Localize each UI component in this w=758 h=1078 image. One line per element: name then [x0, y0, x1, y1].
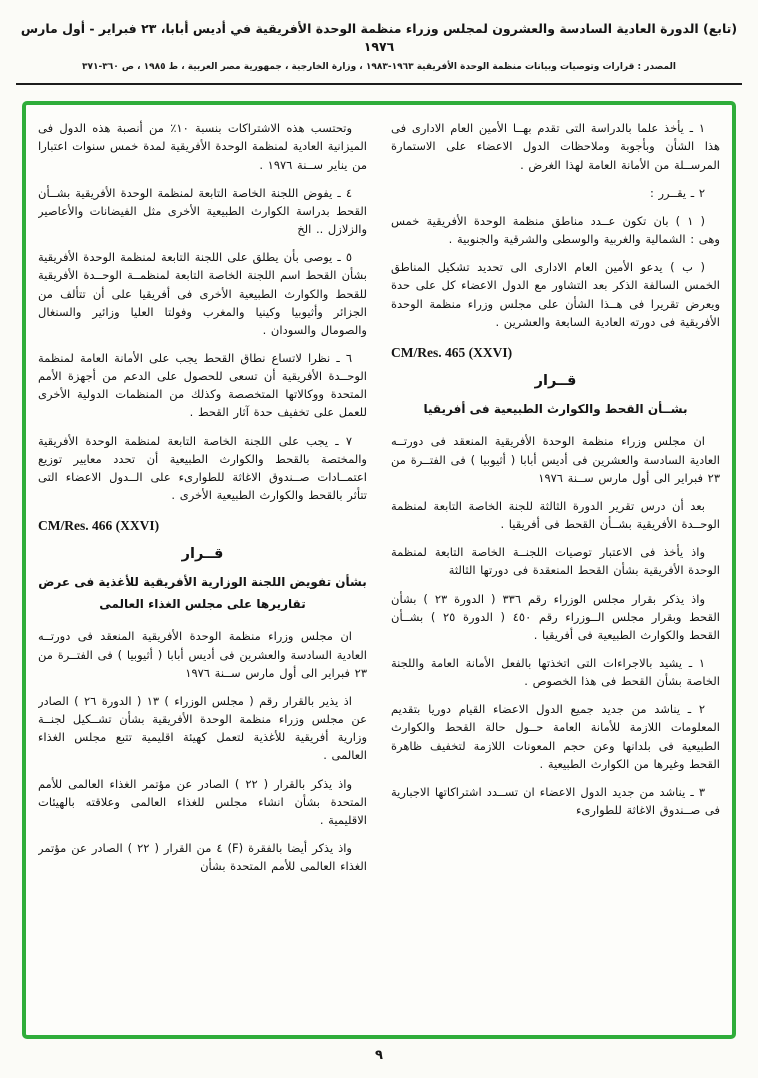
- column-left: [38, 119, 367, 1021]
- resolution-title: قــرار: [534, 372, 577, 389]
- header-source-line: المصدر : قرارات وتوصيات وبيانات منظمة الوحدة الأفريقية ١٩٦٣-١٩٨٣ ، وزارة الخارجية ، جمهورية مصر العربية ، ط ١٩٨٥ ، ص ٣٦٠-٣٧١: [81, 62, 677, 73]
- resolution-title: قــرار: [181, 546, 224, 563]
- paragraph: ٣ ـ يناشد من جديد الدول الاعضاء ان تســدد اشتراكاتها الاجبارية فى صــندوق الاغاثة للطوارىء: [391, 784, 720, 818]
- paragraph: ( ١ ) بان تكون عــدد مناطق منظمة الوحدة الأفريقية خمس وهى : الشمالية والغربية والوسطى والشرقية والجنوبية .: [391, 213, 720, 247]
- paragraph: ان مجلس وزراء منظمة الوحدة الأفريقية المنعقد فى دورتــه العادية السادسة والعشرين فى أديس أبابا ( أثيوبيا ) فى الفتــرة من ٢٣ فبراير الى أول مارس ســنة ١٩٧٦: [391, 434, 720, 485]
- paragraph: ان مجلس وزراء منظمة الوحدة الأفريقية المنعقد فى دورتــه العادية السادسة والعشرين فى أديس أبابا ( أثيوبيا ) فى الفتــرة من ٢٣ فبراير الى أول مارس ســنة ١٩٧٦: [38, 629, 367, 680]
- page-header: [0, 0, 758, 76]
- paragraph: اذ يذير بالقرار رقم ( مجلس الوزراء ) ١٣ ( الدورة ٢٦ ) الصادر عن مجلس وزراء منظمة الوحدة الأفريقية بشأن تشــكيل لجنــة وزارية أفريقية للأغذية لتعمل كهيئة اقليمية تتبع مجلس الغذاء العالمى .: [38, 693, 367, 763]
- header-session-title: (تابع) الدورة العادية السادسة والعشرون لمجلس وزراء منظمة الوحدة الأفريقية في أديس أبابا، ٢٣ فبراير - أول مارس ١٩٧٦: [20, 21, 738, 55]
- paragraph: ١ ـ يأخذ علما بالدراسة التى تقدم بهــا الأمين العام الادارى فى هذا الشأن وبأجوبة وملاحظات الدول الاعضاء على الاستمارة المرســلة من الأمانة العامة لهذا الغرض .: [391, 121, 720, 172]
- content-border: [22, 101, 736, 1039]
- paragraph: ٦ ـ نظرا لاتساع نطاق القحط يجب على الأمانة العامة لمنظمة الوحــدة الأفريقية أن تسعى للحصول على الدعم من أجهزة الأمم المتحدة ووكالاتها المتخصصة وكذلك من المنظمات الدولية الأخرى للعمل على تخفيف حدة آثار القحط .: [38, 350, 367, 420]
- column-right: [391, 119, 720, 1021]
- paragraph: واذ يذكر بقرار مجلس الوزراء رقم ٣٣٦ ( الدورة ٢٣ ) بشأن القحط وبقرار مجلس الــوزراء رقم ٤٥٠ ( الدورة ٢٥ ) بشــأن القحط والكوارث الطبيعية فى أفريقيا .: [391, 591, 720, 642]
- paragraph: وتحتسب هذه الاشتراكات بنسبة ١٠٪ من أنصبة هذه الدول فى الميزانية العادية لمنظمة الوحدة الأفريقية لمدة خمس سنوات اعتبارا من يناير ســنة ١٩٧٦ .: [38, 121, 367, 172]
- page-footer: [0, 1048, 758, 1063]
- paragraph: واذ يأخذ فى الاعتبار توصيات اللجنــة الخاصة التابعة لمنظمة الوحدة الأفريقية بشأن القحط المنعقدة فى دورتها الثالثة: [391, 545, 720, 578]
- paragraph: واذ يذكر بالقرار ( ٢٢ ) الصادر عن مؤتمر الغذاء العالمى للأمم المتحدة بشأن انشاء مجلس للغذاء العالمى وعلاقته بالهيئات الاقليمية .: [38, 776, 367, 827]
- resolution-subtitle: بشــأن القحط والكوارث الطبيعية فى أفريقيا: [423, 401, 688, 416]
- paragraph: ٤ ـ يفوض اللجنة الخاصة التابعة لمنظمة الوحدة الأفريقية بشــأن القحط بدراسة الكوارث الطبيعية الأخرى مثل الفيضانات والأعاصير والزلازل .. الخ: [38, 185, 367, 237]
- resolution-subtitle: بشأن تفويض اللجنة الوزارية الأفريقية للأغذية فى عرض تقاريرها على مجلس الغذاء العالمى: [38, 575, 367, 611]
- paragraph: ٢ ـ يقــرر :: [649, 185, 705, 200]
- resolution-number-465: CM/Res. 465 (XXVI): [391, 344, 513, 360]
- paragraph: ٧ ـ يجب على اللجنة الخاصة التابعة لمنظمة الوحدة الأفريقية والمختصة بالقحط والكوارث الطبيعية أن تحدد معايير توزيع اعتمــادات صــندوق الاغاثة للطوارىء على الــدول الاعضاء التى تتأثر بالقحط والكوارث الطبيعية الأخرى .: [38, 433, 367, 503]
- header-divider: [16, 83, 742, 85]
- paragraph: ٥ ـ يوصى بأن يطلق على اللجنة التابعة لمنظمة الوحدة الأفريقية بشأن القحط اسم اللجنة الخاصة التابعة لمنظمــة الوحــدة الأفريقية للقحط والكوارث الطبيعية الأخرى فى أفريقيا على أن تتألف من الجزائر وأثيوبيا وكينيا والمغرب وفولتا العليا وزائير والسنغال والصومال والسودان .: [38, 250, 367, 337]
- paragraph: ٢ ـ يناشد من جديد جميع الدول الاعضاء القيام دوريا بتقديم المعلومات اللازمة للأمانة العامة حــول حالة القحط والكوارث الطبيعية فى بلدانها وعن حجم المعونات اللازمة لتخفيف ظاهرة القحط وغيرها من الكوارث الطبيعية .: [391, 702, 720, 771]
- paragraph: ( ب ) يدعو الأمين العام الادارى الى تحديد تشكيل المناطق الخمس السالفة الذكر بعد التشاور مع الدول الاعضاء كل على حدة ويعرض تقريرا فى هــذا الشأن على مجلس وزراء منظمة الوحدة الأفريقية فى دورته العادية السابعة والعشرين .: [391, 260, 720, 329]
- paragraph: واذ يذكر أيضا بالفقرة (F) ٤ من القرار ( ٢٢ ) الصادر عن مؤتمر الغذاء العالمى للأمم المتحدة بشأن: [38, 840, 367, 874]
- two-column-layout: [38, 119, 720, 1021]
- paragraph: ١ ـ يشيد بالاجراءات التى اتخذتها بالفعل الأمانة العامة واللجنة الخاصة بشأن القحط فى هذا الخصوص .: [391, 655, 720, 689]
- paragraph: بعد أن درس تقرير الدورة الثالثة للجنة الخاصة التابعة لمنظمة الوحــدة الأفريقية بشــأن القحط فى أفريقيا .: [391, 498, 720, 532]
- page-number: ٩: [375, 1048, 383, 1064]
- resolution-number-466: CM/Res. 466 (XXVI): [38, 518, 160, 534]
